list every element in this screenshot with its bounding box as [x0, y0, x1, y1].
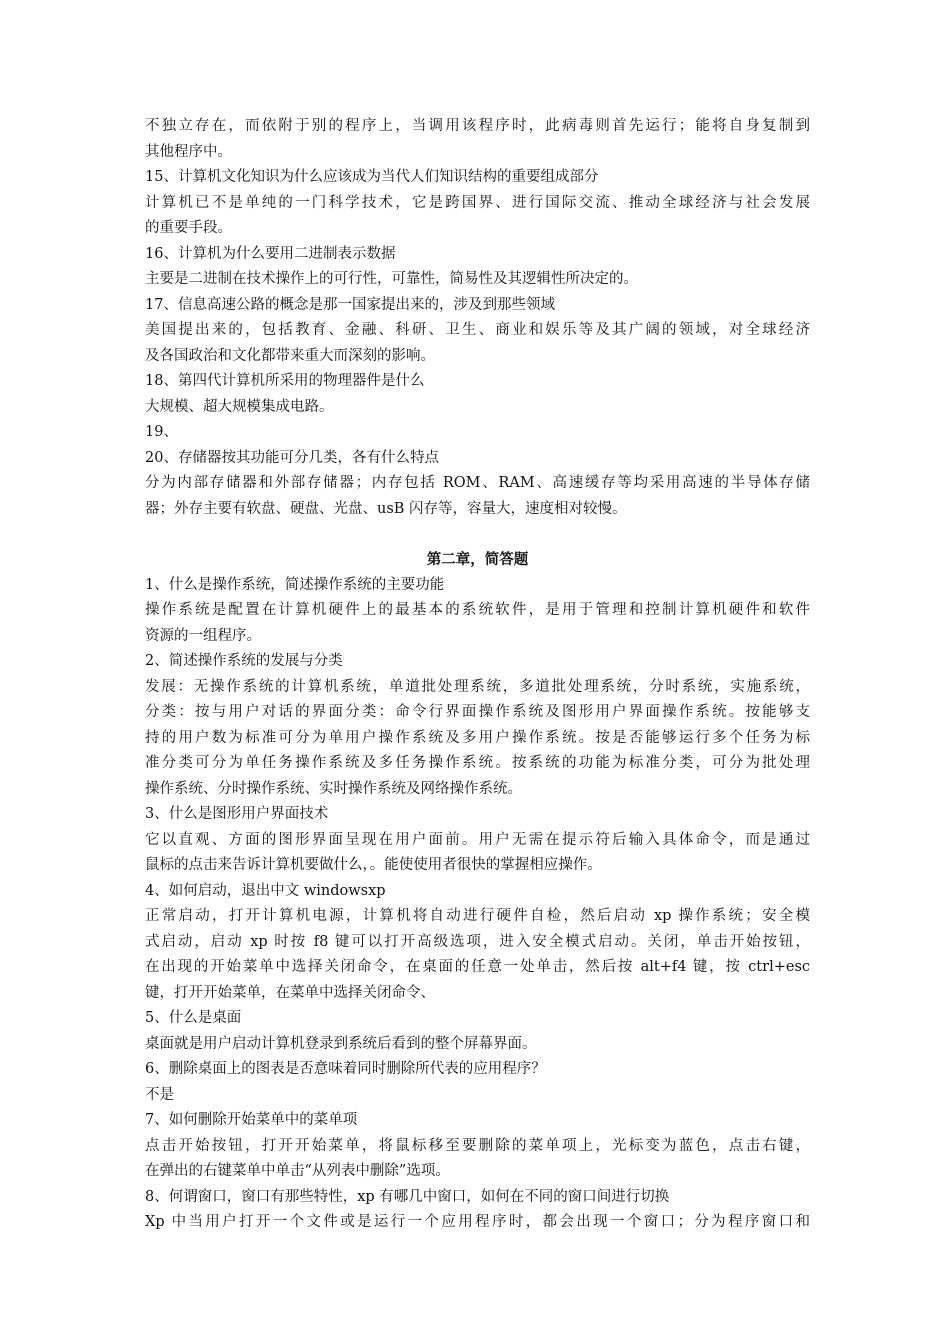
paragraph-line: 其他程序中。	[145, 143, 232, 160]
question-line: 1、什么是操作系统，简述操作系统的主要功能	[145, 576, 445, 593]
paragraph-line: 器；外存主要有软盘、硬盘、光盘、usB 闪存等，容量大，速度相对较慢。	[145, 500, 627, 517]
paragraph-line: 持的用户数为标准可分为单用户操作系统及多用户操作系统。按是否能够运行多个任务为标	[145, 729, 810, 746]
question-line: 15、计算机文化知识为什么应该成为当代人们知识结构的重要组成部分	[145, 169, 599, 185]
paragraph-line: 在弹出的右键菜单中单击“从列表中删除”选项。	[145, 1163, 450, 1179]
paragraph-line: 在出现的开始菜单中选择关闭命令，在桌面的任意一处单击，然后按 alt+f4 键，按 ctrl+esc	[145, 959, 810, 975]
question-line: 19、	[145, 424, 178, 440]
paragraph-line: 不是	[145, 1086, 174, 1103]
question-line: 18、第四代计算机所采用的物理器件是什么	[145, 373, 425, 389]
section-1-text	[145, 114, 810, 522]
paragraph-line: 键，打开开始菜单，在菜单中选择关闭命令、	[145, 984, 435, 1001]
paragraph-line: 操作系统、分时操作系统、实时操作系统及网络操作系统。	[145, 780, 522, 797]
paragraph-line: 的重要手段。	[145, 220, 232, 236]
question-line: 8、何谓窗口，窗口有那些特性，xp 有哪几中窗口，如何在不同的窗口间进行切换	[145, 1188, 670, 1205]
paragraph-line: 式启动，启动 xp 时按 f8 键可以打开高级选项，进入安全模式启动。关闭，单击开始按钮，	[145, 933, 810, 950]
question-line: 20、存储器按其功能可分几类，各有什么特点	[145, 449, 439, 466]
paragraph-line: 主要是二进制在技术操作上的可行性，可靠性，简易性及其逻辑性所决定的。	[145, 271, 638, 287]
document-page	[145, 114, 810, 1236]
section-gap	[145, 522, 810, 547]
question-line: 4、如何启动，退出中文 windowsxp	[145, 882, 386, 899]
question-line: 6、删除桌面上的图表是否意味着同时删除所代表的应用程序？	[145, 1061, 546, 1077]
paragraph-line: 不独立存在，而依附于别的程序上，当调用该程序时，此病毒则首先运行；能将自身复制到	[145, 118, 810, 134]
paragraph-line: 桌面就是用户启动计算机登录到系统后看到的整个屏幕界面。	[145, 1035, 537, 1052]
question-line: 16、计算机为什么要用二进制表示数据	[145, 245, 396, 262]
question-line: 2、简述操作系统的发展与分类	[145, 653, 343, 669]
paragraph-line: 计算机已不是单纯的一门科学技术，它是跨国界、进行国际交流、推动全球经济与社会发展	[145, 194, 810, 211]
question-line: 3、什么是图形用户界面技术	[145, 806, 329, 822]
paragraph-line: 大规模、超大规模集成电路。	[145, 398, 334, 415]
chapter-2-text	[145, 573, 810, 1236]
question-line: 7、如何删除开始菜单中的菜单项	[145, 1112, 358, 1128]
paragraph-line: 美国提出来的，包括教育、金融、科研、卫生、商业和娱乐等及其广阔的领域，对全球经济	[145, 322, 810, 338]
paragraph-line: 资源的一组程序。	[145, 627, 261, 644]
question-line: 17、信息高速公路的概念是那一国家提出来的，涉及到那些领域	[145, 296, 555, 313]
paragraph-line: 正常启动，打开计算机电源，计算机将自动进行硬件自检，然后启动 xp 操作系统；安全模	[145, 908, 810, 924]
paragraph-line: 及各国政治和文化都带来重大而深刻的影响。	[145, 347, 435, 364]
chapter-heading: 第二章，简答题	[426, 551, 529, 568]
paragraph-line: 点击开始按钮，打开开始菜单，将鼠标移至要删除的菜单项上，光标变为蓝色，点击右键，	[145, 1137, 810, 1154]
paragraph-line: 准分类可分为单任务操作系统及多任务操作系统。按系统的功能为标准分类，可分为批处理	[145, 755, 810, 771]
paragraph-line: 发展：无操作系统的计算机系统，单道批处理系统，多道批处理系统，分时系统，实施系统，	[145, 678, 810, 695]
paragraph-line: 分类：按与用户对话的界面分类：命令行界面操作系统及图形用户界面操作系统。按能够支	[145, 704, 810, 720]
paragraph-line: 鼠标的点击来告诉计算机要做什么，。能使使用者很快的掌握相应操作。	[145, 857, 602, 873]
paragraph-line: 操作系统是配置在计算机硬件上的最基本的系统软件，是用于管理和控制计算机硬件和软件	[145, 602, 810, 618]
paragraph-line: 它以直观、方面的图形界面呈现在用户面前。用户无需在提示符后输入具体命令，而是通过	[145, 831, 810, 848]
paragraph-line: 分为内部存储器和外部存储器；内存包括 ROM、RAM、高速缓存等均采用高速的半导体存储	[145, 475, 810, 491]
paragraph-line: Xp 中当用户打开一个文件或是运行一个应用程序时，都会出现一个窗口；分为程序窗口和	[145, 1214, 810, 1230]
question-line: 5、什么是桌面	[145, 1010, 242, 1026]
